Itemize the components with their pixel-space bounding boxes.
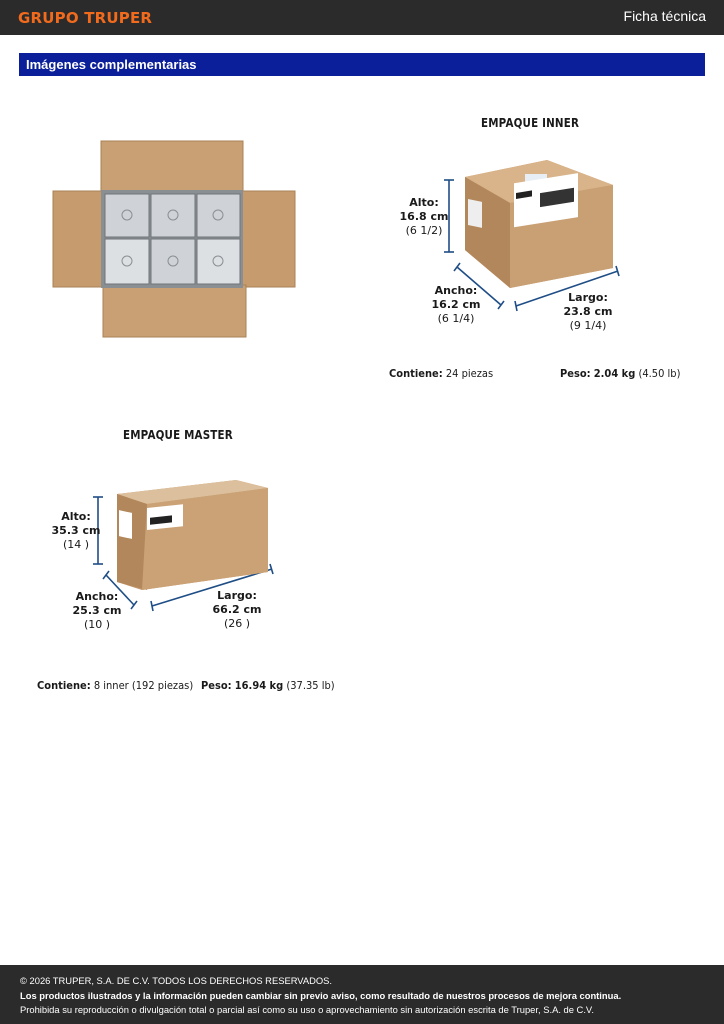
inner-package-title: EMPAQUE INNER: [481, 116, 580, 130]
footer-notice: Los productos ilustrados y la información pueden cambiar sin previo aviso, como resultado de nuestros procesos de mejora continua.: [20, 990, 622, 1001]
master-weight: Peso: 16.94 kg (37.35 lb): [201, 679, 335, 692]
section-header: [19, 53, 705, 76]
section-title: Imágenes complementarias: [26, 57, 197, 72]
top-bar: [0, 0, 724, 35]
open-box-product-image: [52, 140, 296, 340]
master-height-label: Alto: 35.3 cm (14 ): [51, 510, 101, 551]
footer-prohibition: Prohibida su reproducción o divulgación total o parcial así como su uso o aprovechamiento sin autorización escrita de Truper, S.A. de C.V.: [20, 1004, 594, 1015]
master-package-title: EMPAQUE MASTER: [123, 428, 233, 442]
inner-contents: Contiene: 24 piezas: [389, 367, 494, 380]
inner-length-label: Largo: 23.8 cm (9 1/4): [563, 291, 613, 332]
footer: [0, 965, 724, 1024]
master-length-label: Largo: 66.2 cm (26 ): [212, 589, 262, 630]
inner-height-label: Alto: 16.8 cm (6 1/2): [399, 196, 449, 237]
footer-copyright: © 2026 TRUPER, S.A. DE C.V. TODOS LOS DERECHOS RESERVADOS.: [20, 975, 333, 986]
electrical-boxes-grid: [105, 194, 240, 284]
master-width-label: Ancho: 25.3 cm (10 ): [72, 590, 122, 631]
inner-weight: Peso: 2.04 kg (4.50 lb): [560, 367, 681, 380]
inner-width-label: Ancho: 16.2 cm (6 1/4): [431, 284, 481, 325]
brand-logo: GRUPO TRUPER: [18, 9, 153, 27]
document-type: Ficha técnica: [623, 8, 706, 24]
master-contents: Contiene: 8 inner (192 piezas): [37, 679, 194, 692]
